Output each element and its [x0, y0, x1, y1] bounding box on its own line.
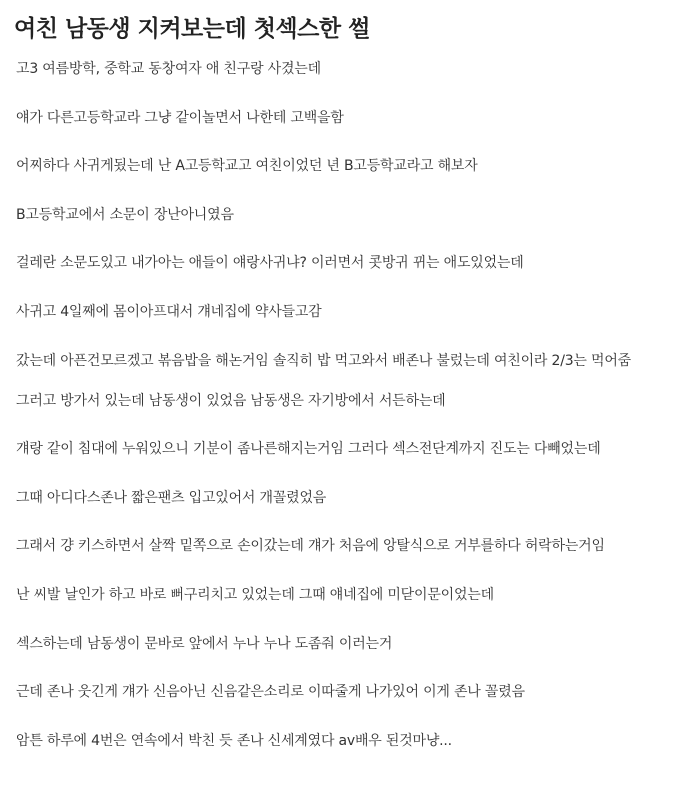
post-paragraph-1: 고3 여름방학, 중학교 동창여자 애 친구랑 사겼는데 [16, 61, 321, 77]
post-paragraph-15: 암튼 하루에 4번은 연속에서 박친 듯 존나 신세계였다 av배우 된것마냥... [16, 732, 452, 749]
post-paragraph-4: B고등학교에서 소문이 장난아니였음 [16, 206, 234, 223]
post-paragraph-12: 난 씨발 날인가 하고 바로 뻐구리치고 있었는데 그때 얘네집에 미닫이문이었는데 [16, 586, 494, 603]
post-title: 여친 남동생 지켜보는데 첫섹스한 썰 [14, 16, 370, 42]
post-paragraph-8: 그러고 방가서 있는데 남동생이 있었음 남동생은 자기방에서 서든하는데 [16, 392, 446, 409]
post-paragraph-10: 그때 아디다스존나 짧은팬츠 입고있어서 개꼴렸었음 [16, 489, 327, 506]
post-paragraph-11: 그래서 걍 키스하면서 살짝 밑쪽으로 손이갔는데 걔가 처음에 앙탈식으로 거부를하다 허락하는거임 [16, 538, 605, 555]
post-body [16, 58, 692, 778]
post-paragraph-2: 얘가 다른고등학교라 그냥 같이놀면서 나한테 고백을함 [16, 109, 344, 126]
post-paragraph-5: 걸레란 소문도있고 내가아는 애들이 얘랑사귀냐? 이러면서 콧방귀 뀌는 애도있었는데 [16, 255, 524, 272]
post-paragraph-3: 어찌하다 사귀게됬는데 난 A고등학교고 여친이었던 년 B고등학교라고 해보자 [16, 158, 478, 175]
post-paragraph-9: 걔랑 같이 침대에 누워있으니 기분이 좀나른해지는거임 그러다 섹스전단계까지 진도는 다빼었는데 [16, 441, 601, 458]
post-paragraph-13: 섹스하는데 남동생이 문바로 앞에서 누나 누나 도좀줘 이러는거 [16, 635, 393, 652]
post-paragraph-6: 사귀고 4일째에 몸이아프대서 걔네집에 약사들고감 [16, 303, 322, 320]
post-paragraph-14: 근데 존나 웃긴게 걔가 신음아닌 신음같은소리로 이따줄게 나가있어 이게 존나 꼴렸음 [16, 684, 525, 701]
post-paragraph-7: 갔는데 아픈건모르겠고 볶음밥을 해논거임 솔직히 밥 먹고와서 배존나 불렀는데 여친이라 2/3는 먹어줌 [16, 352, 631, 369]
